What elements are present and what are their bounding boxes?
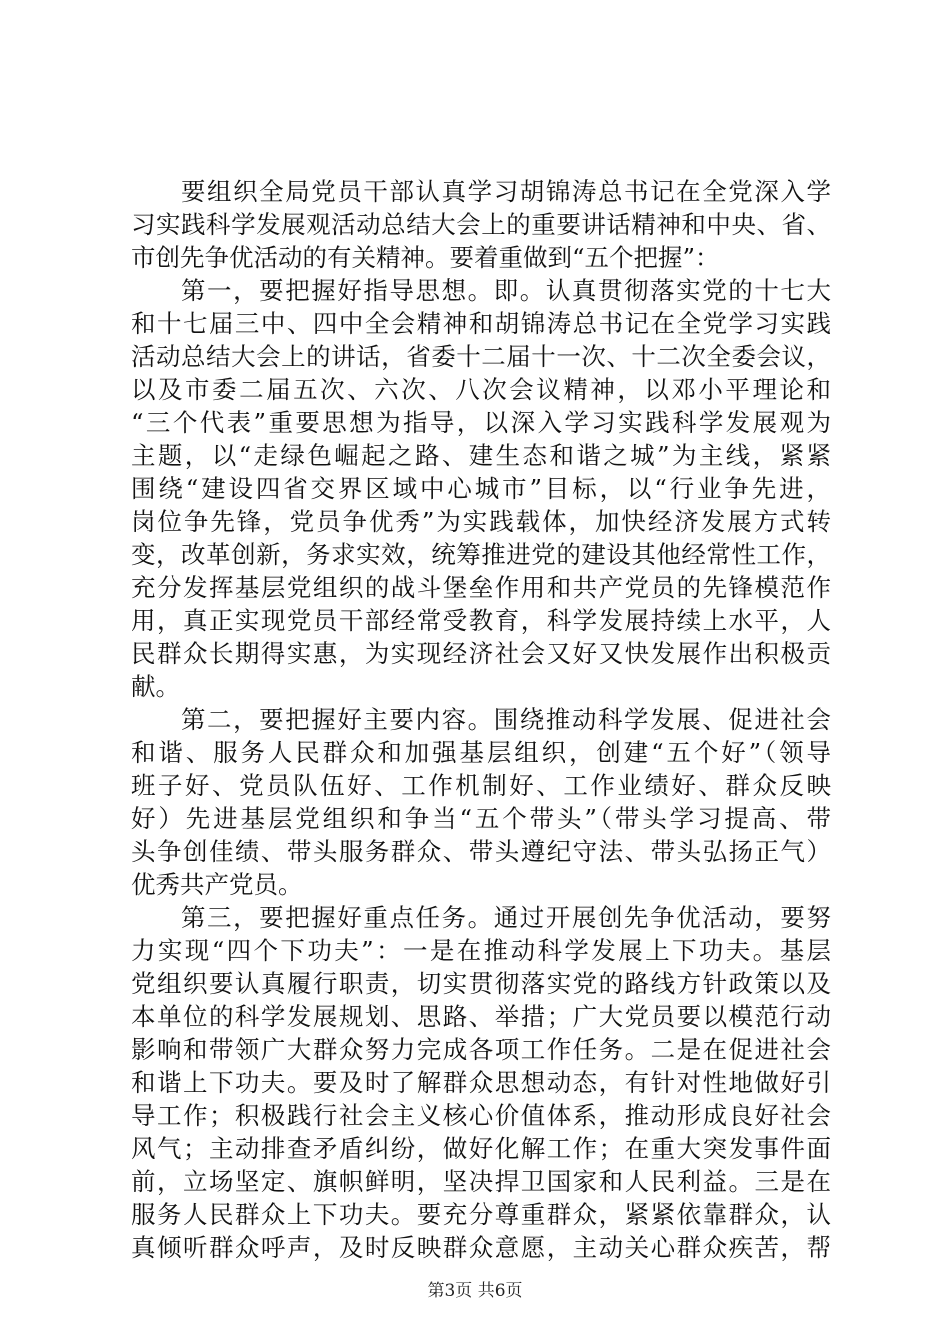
body-text-line: 服务人民群众上下功夫。要充分尊重群众，紧紧依靠群众，认 <box>131 1200 831 1229</box>
body-text-line: 风气；主动排查矛盾纠纷，做好化解工作；在重大突发事件面 <box>131 1134 831 1163</box>
body-text-line: 用，真正实现党员干部经常受教育，科学发展持续上水平，人 <box>131 606 831 635</box>
body-text-line: 充分发挥基层党组织的战斗堡垒作用和共产党员的先锋模范作 <box>131 573 831 602</box>
body-text-line: 好）先进基层党组织和争当“五个带头”（带头学习提高、带 <box>131 804 831 833</box>
page-number-footer: 第3页 共6页 <box>427 1281 523 1301</box>
body-text-line: 岗位争先锋，党员争优秀”为实践载体，加快经济发展方式转 <box>131 507 831 536</box>
body-text-line: 导工作；积极践行社会主义核心价值体系，推动形成良好社会 <box>131 1101 831 1130</box>
body-text-line: “三个代表”重要思想为指导，以深入学习实践科学发展观为 <box>131 408 831 437</box>
body-text-line: 献。 <box>131 672 180 701</box>
body-text-line: 前，立场坚定、旗帜鲜明，坚决捍卫国家和人民利益。三是在 <box>131 1167 831 1196</box>
body-text-line: 影响和带领广大群众努力完成各项工作任务。二是在促进社会 <box>131 1035 831 1064</box>
body-text-line: 力实现“四个下功夫”：一是在推动科学发展上下功夫。基层 <box>131 936 831 965</box>
body-text-line: 主题，以“走绿色崛起之路、建生态和谐之城”为主线，紧紧 <box>131 441 831 470</box>
body-text-line: 民群众长期得实惠，为实现经济社会又好又快发展作出积极贡 <box>131 639 831 668</box>
body-text-line: 真倾听群众呼声，及时反映群众意愿，主动关心群众疾苦，帮 <box>131 1233 831 1262</box>
body-text-line: 优秀共产党员。 <box>131 870 303 899</box>
body-text-line: 活动总结大会上的讲话，省委十二届十一次、十二次全委会议， <box>131 342 831 371</box>
body-text-line: 本单位的科学发展规划、思路、举措；广大党员要以模范行动 <box>131 1002 831 1031</box>
body-text-line: 党组织要认真履行职责，切实贯彻落实党的路线方针政策以及 <box>131 969 831 998</box>
body-text-line: 第一，要把握好指导思想。即。认真贯彻落实党的十七大 <box>181 276 831 305</box>
body-text-line: 以及市委二届五次、六次、八次会议精神，以邓小平理论和 <box>131 375 831 404</box>
body-text-line: 市创先争优活动的有关精神。要着重做到“五个把握”： <box>131 243 720 272</box>
body-text-line: 和十七届三中、四中全会精神和胡锦涛总书记在全党学习实践 <box>131 309 831 338</box>
body-text-line: 要组织全局党员干部认真学习胡锦涛总书记在全党深入学 <box>181 177 831 206</box>
body-text-line: 和谐上下功夫。要及时了解群众思想动态，有针对性地做好引 <box>131 1068 831 1097</box>
body-text-line: 班子好、党员队伍好、工作机制好、工作业绩好、群众反映 <box>131 771 831 800</box>
body-text-line: 第二，要把握好主要内容。围绕推动科学发展、促进社会 <box>181 705 831 734</box>
body-text-line: 和谐、服务人民群众和加强基层组织，创建“五个好”（领导 <box>131 738 831 767</box>
body-text-line: 习实践科学发展观活动总结大会上的重要讲话精神和中央、省、 <box>131 210 831 239</box>
body-text-line: 围绕“建设四省交界区域中心城市”目标，以“行业争先进， <box>131 474 831 503</box>
body-text-line: 头争创佳绩、带头服务群众、带头遵纪守法、带头弘扬正气） <box>131 837 831 866</box>
body-text-line: 第三，要把握好重点任务。通过开展创先争优活动，要努 <box>181 903 831 932</box>
body-text-line: 变，改革创新，务求实效，统筹推进党的建设其他经常性工作， <box>131 540 831 569</box>
